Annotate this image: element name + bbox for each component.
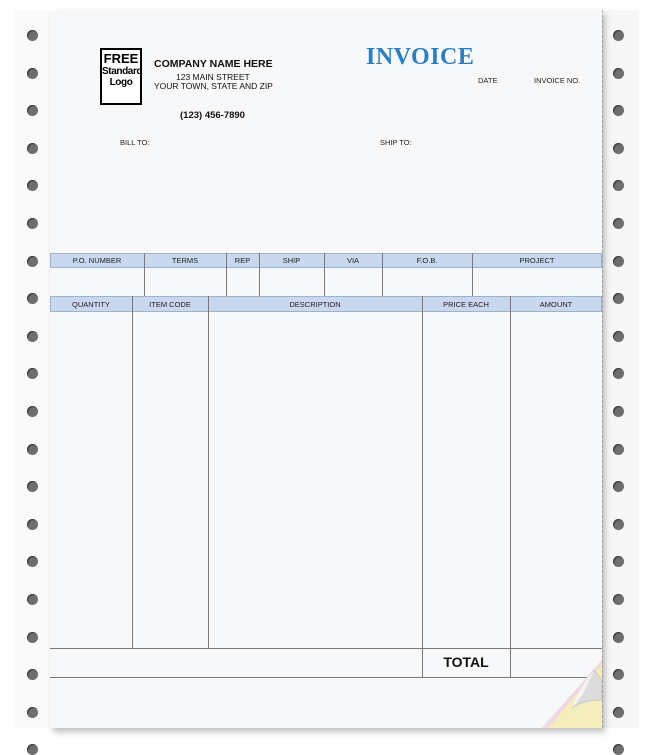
rep-header: REP	[234, 256, 251, 265]
feed-hole	[613, 143, 624, 154]
order-col-divider	[259, 253, 260, 296]
feed-hole	[27, 707, 38, 718]
quantity-header: QUANTITY	[72, 300, 110, 309]
fob-header: F.O.B.	[416, 256, 438, 265]
ship-to-label: SHIP TO:	[380, 138, 412, 147]
feed-hole	[27, 406, 38, 417]
logo-line-1: FREE	[103, 51, 139, 66]
feed-hole	[613, 406, 624, 417]
order-col-divider	[226, 253, 227, 296]
feed-hole	[27, 594, 38, 605]
order-col-divider	[472, 253, 473, 296]
price-each-header: PRICE EACH	[443, 300, 489, 309]
logo-line-2: Standard	[102, 66, 143, 77]
date-label: DATE	[478, 76, 498, 85]
project-header: PROJECT	[519, 256, 555, 265]
company-street: 123 MAIN STREET	[176, 72, 250, 82]
total-label: TOTAL	[443, 654, 489, 670]
feed-hole	[27, 331, 38, 342]
feed-hole	[613, 519, 624, 530]
feed-hole	[613, 68, 624, 79]
po-number-header: P.O. NUMBER	[72, 256, 122, 265]
via-header: VIA	[346, 256, 360, 265]
feed-hole	[27, 519, 38, 530]
item-col-divider	[208, 296, 209, 648]
ship-header: SHIP	[282, 256, 301, 265]
order-col-divider	[382, 253, 383, 296]
feed-hole	[27, 744, 38, 755]
feed-hole	[613, 594, 624, 605]
feed-hole	[27, 143, 38, 154]
invoice-sheet	[50, 10, 602, 728]
order-col-divider	[324, 253, 325, 296]
total-bottom-rule	[50, 677, 602, 678]
feed-hole	[613, 444, 624, 455]
feed-hole	[27, 444, 38, 455]
bill-to-label: BILL TO:	[120, 138, 150, 147]
feed-hole	[613, 218, 624, 229]
feed-hole	[613, 256, 624, 267]
company-phone: (123) 456-7890	[180, 110, 245, 121]
logo-placeholder	[100, 48, 142, 105]
invoice-title: INVOICE	[366, 44, 475, 70]
description-header: DESCRIPTION	[289, 300, 341, 309]
feed-hole	[27, 30, 38, 41]
company-name: COMPANY NAME HERE	[154, 58, 273, 70]
feed-hole	[27, 256, 38, 267]
feed-hole	[27, 218, 38, 229]
feed-hole	[27, 632, 38, 643]
feed-hole	[613, 707, 624, 718]
item-col-divider	[422, 296, 423, 677]
invoice-number-label: INVOICE NO.	[534, 76, 581, 85]
item-col-divider	[132, 296, 133, 648]
logo-line-3: Logo	[109, 77, 133, 88]
feed-hole	[613, 632, 624, 643]
items-bottom-rule	[50, 648, 602, 649]
order-col-divider	[144, 253, 145, 296]
feed-hole	[613, 331, 624, 342]
feed-hole	[27, 68, 38, 79]
item-code-header: ITEM CODE	[149, 300, 191, 309]
amount-header: AMOUNT	[539, 300, 573, 309]
feed-hole	[613, 30, 624, 41]
feed-hole	[613, 744, 624, 755]
page-curl-icon	[542, 660, 602, 728]
company-city: YOUR TOWN, STATE AND ZIP	[154, 81, 273, 91]
item-col-divider	[510, 296, 511, 677]
terms-header: TERMS	[171, 256, 199, 265]
